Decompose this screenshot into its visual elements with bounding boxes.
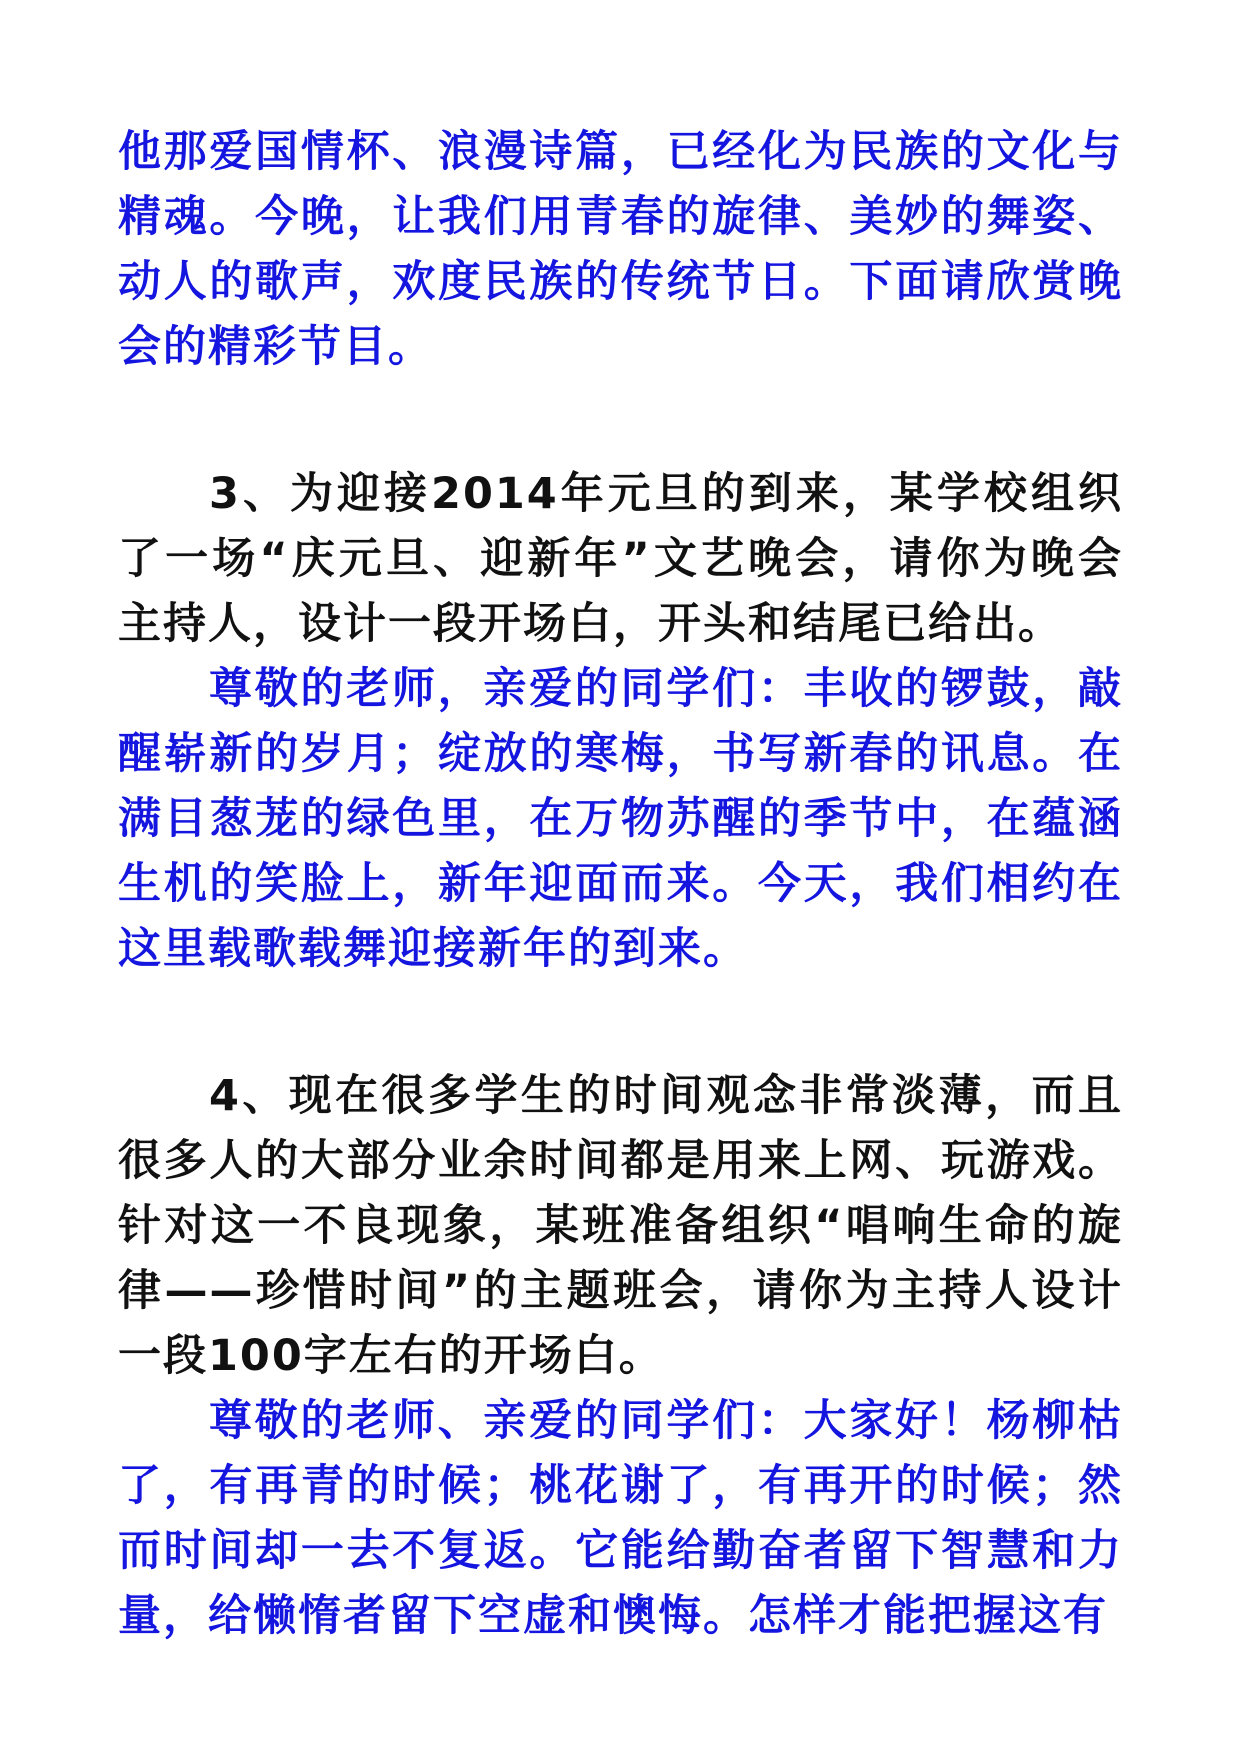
question-4: 4、现在很多学生的时间观念非常淡薄，而且很多人的大部分业余时间都是用来上网、玩游戏。针对这一不良现象，某班准备组织“唱响生命的旋律——珍惜时间”的主题班会，请你为主持人设计一段100字左右的开场白。	[118, 1071, 1123, 1381]
document-page	[118, 120, 1123, 1649]
paragraph-spacer	[118, 982, 1123, 1064]
answer-3: 尊敬的老师，亲爱的同学们：丰收的锣鼓，敲醒崭新的岁月；绽放的寒梅，书写新春的讯息。在满目葱茏的绿色里，在万物苏醒的季节中，在蕴涵生机的笑脸上，新年迎面而来。今天，我们相约在这里载歌载舞迎接新年的到来。	[118, 664, 1123, 974]
paragraph-spacer	[118, 380, 1123, 462]
answer-4: 尊敬的老师、亲爱的同学们：大家好！杨柳枯了，有再青的时候；桃花谢了，有再开的时候；然而时间却一去不复返。它能给勤奋者留下智慧和力量，给懒惰者留下空虚和懊悔。怎样才能把握这有	[118, 1396, 1123, 1641]
answer-2-continuation: 他那爱国情杯、浪漫诗篇，已经化为民族的文化与精魂。今晚，让我们用青春的旋律、美妙的舞姿、动人的歌声，欢度民族的传统节日。下面请欣赏晚会的精彩节目。	[118, 127, 1123, 372]
question-3: 3、为迎接2014年元旦的到来，某学校组织了一场“庆元旦、迎新年”文艺晚会，请你为晚会主持人，设计一段开场白，开头和结尾已给出。	[118, 469, 1123, 649]
